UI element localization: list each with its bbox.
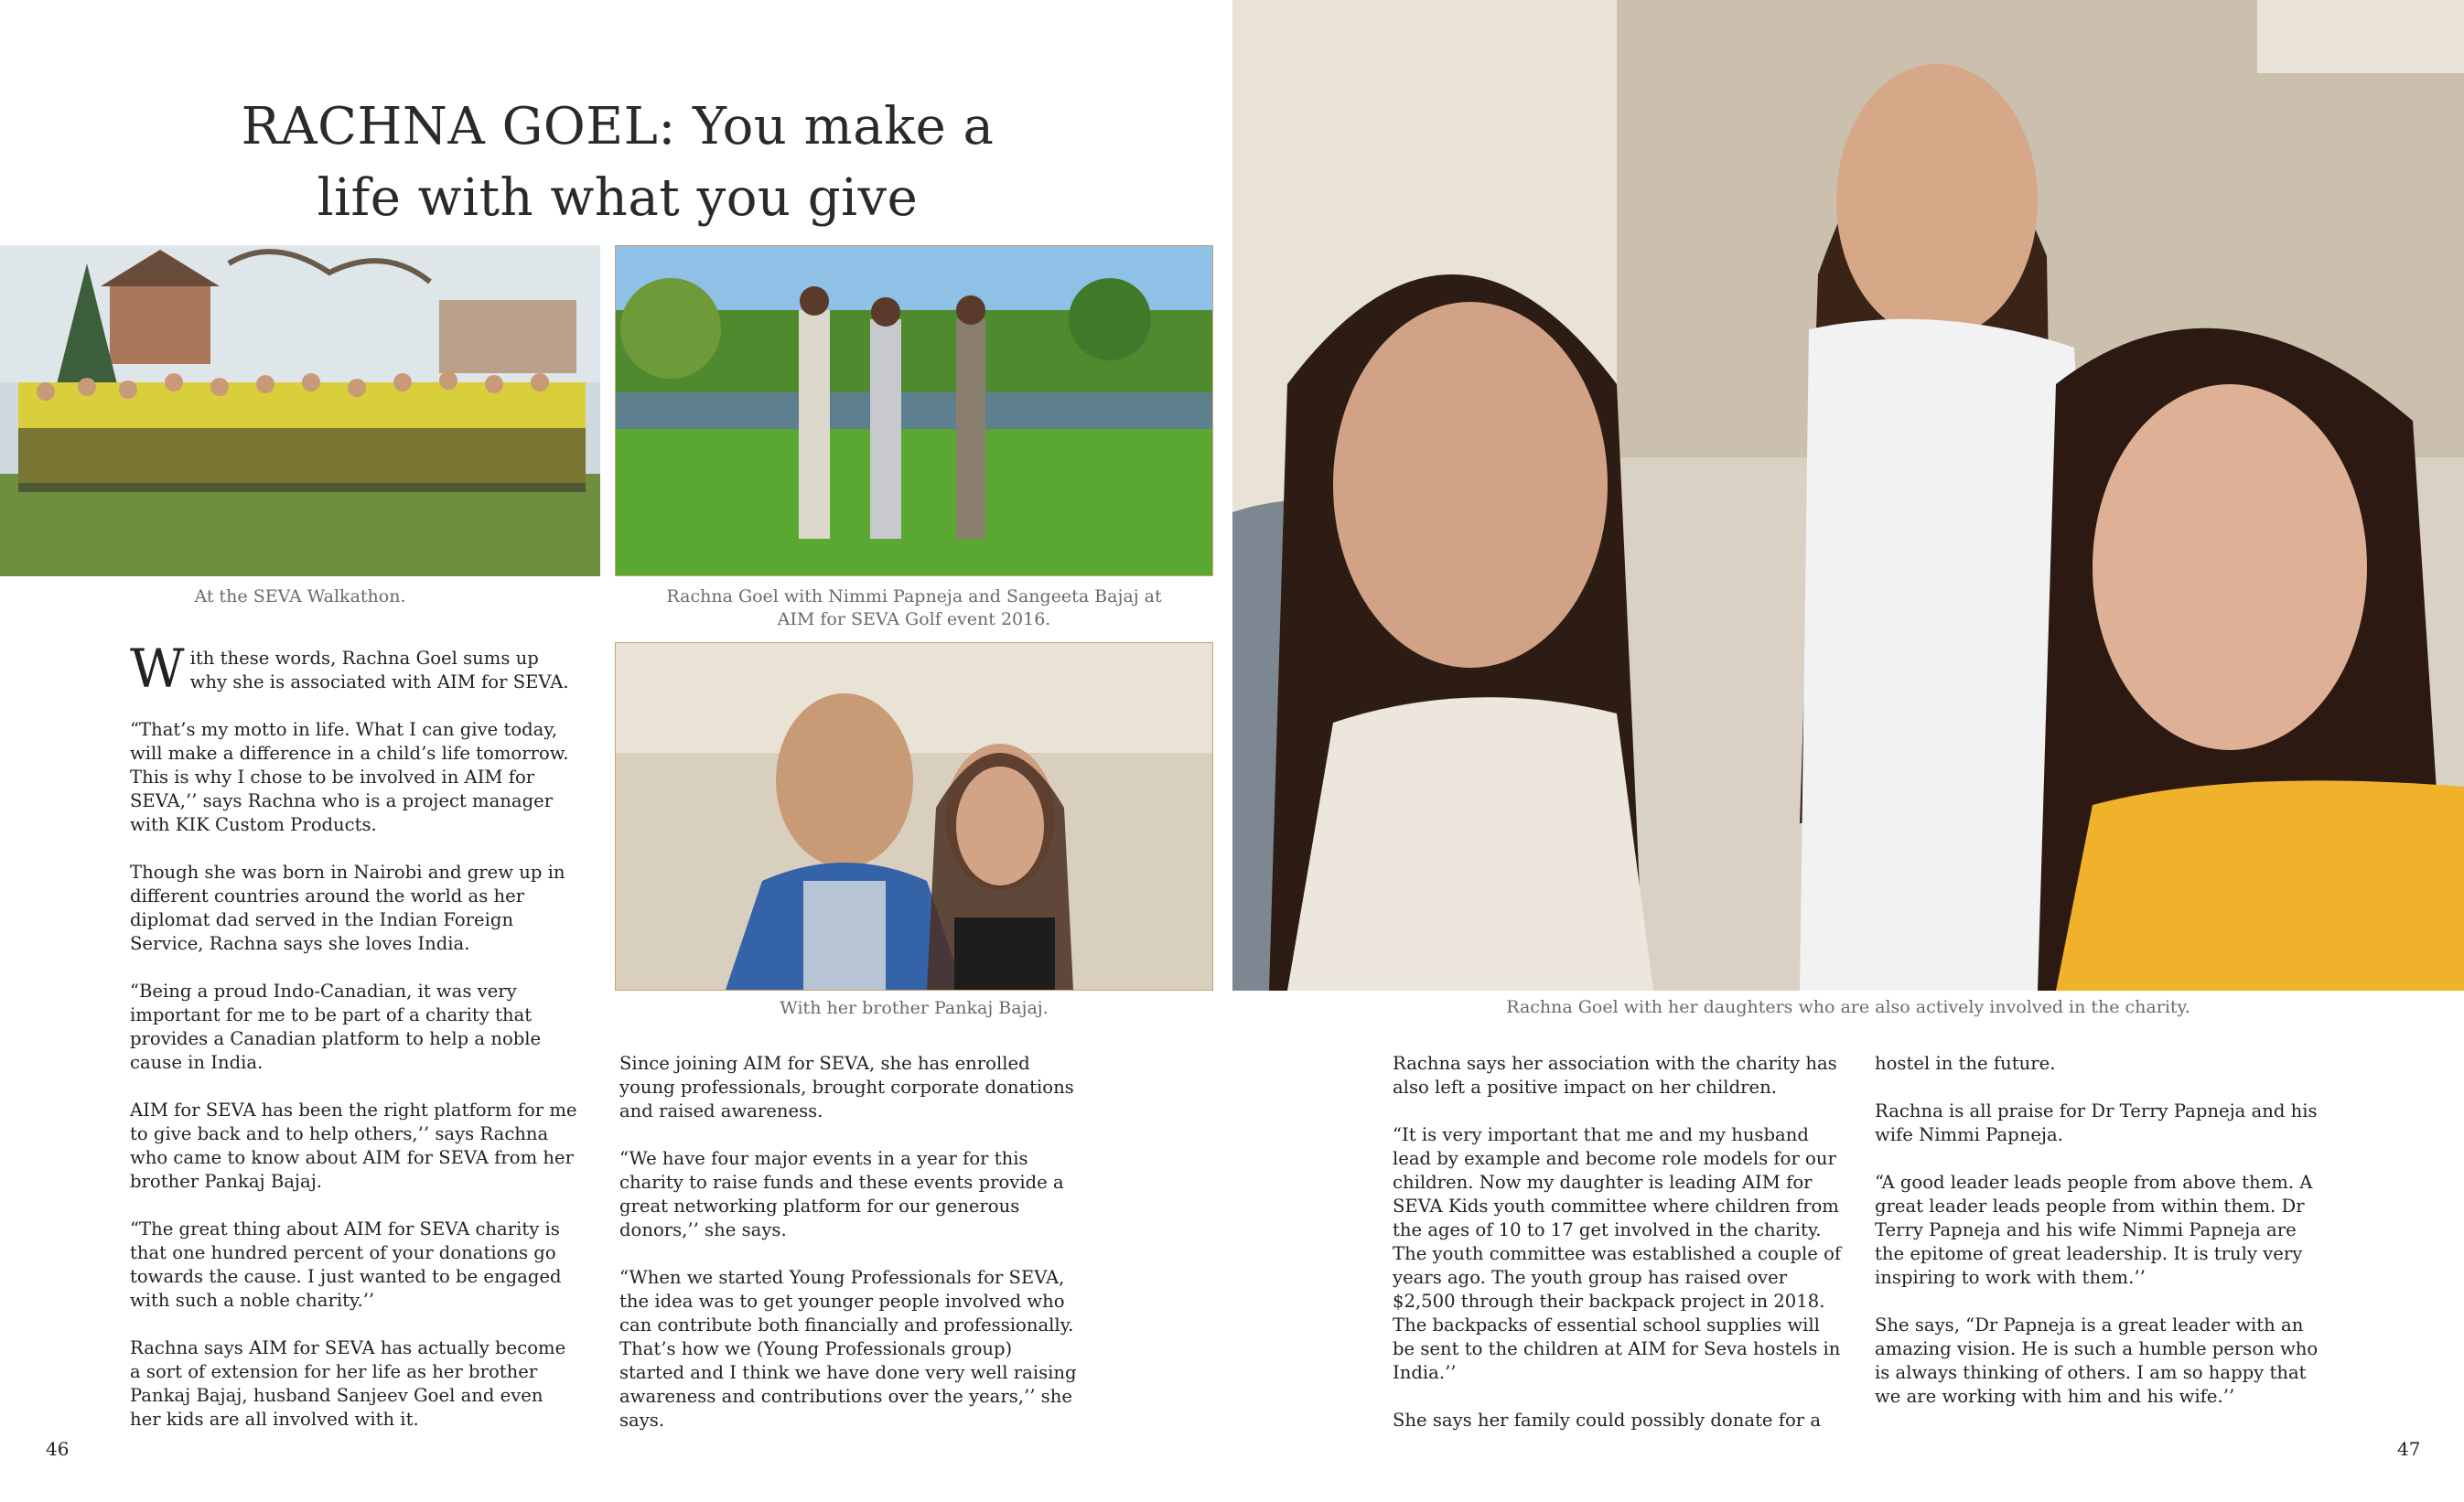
paragraph: “When we started Young Professionals for SEVA, the idea was to get younger people involved who can contribute both financially and professionally. That’s how we (Young Professionals group) started and I think we have done very well raising awareness and contributions over the years,’’ she says. (619, 1267, 1077, 1431)
paragraph: “The great thing about AIM for SEVA charity is that one hundred percent of your donations go towards the cause. I just wanted to be engaged with such a noble charity.’’ (130, 1218, 562, 1311)
paragraph: “It is very important that me and my husband lead by example and become role models for our children. Now my daughter is leading AIM for SEVA Kids youth committee where children from the ages of 10 to 17 get involved in the charity. The youth committee was established a couple of years ago. The youth group has raised over $2,500 through their backpack project in 2018. The backpacks of essential school supplies will be sent to the children at AIM for Seva hostels in India.’’ (1393, 1124, 1842, 1383)
paragraph: “Being a proud Indo-Canadian, it was very important for me to be part of a charity that provides a Canadian platform to help a noble cause in India. (130, 981, 542, 1073)
paragraph: hostel in the future. (1875, 1053, 2056, 1074)
paragraph: “We have four major events in a year for this charity to raise funds and these events provide a great networking platform for our generous donors,’’ she says. (619, 1148, 1064, 1240)
walkathon-photo (0, 245, 600, 576)
walkathon-caption: At the SEVA Walkathon. (194, 586, 406, 606)
article-column-4 (1875, 1052, 2328, 1409)
golf-caption-line-2: AIM for SEVA Golf event 2016. (777, 609, 1051, 629)
title-line-2: life with what you give (317, 168, 919, 228)
paragraph: Rachna says her association with the charity has also left a positive impact on her children. (1393, 1053, 1837, 1098)
article-column-2 (619, 1052, 1081, 1432)
golf-caption (615, 585, 1213, 631)
golf-caption-line-1: Rachna Goel with Nimmi Papneja and Sangeeta Bajaj at (666, 586, 1162, 606)
daughters-caption: Rachna Goel with her daughters who are also actively involved in the charity. (1506, 997, 2190, 1017)
page-title (165, 91, 1071, 234)
page-number-left: 46 (46, 1438, 70, 1460)
drop-cap: W (130, 638, 185, 700)
title-line-1: RACHNA GOEL: You make a (241, 97, 995, 156)
brother-caption: With her brother Pankaj Bajaj. (780, 998, 1049, 1018)
paragraph: She says her family could possibly donate for a (1393, 1410, 1822, 1431)
paragraph: Rachna says AIM for SEVA has actually become a sort of extension for her life as her brother Pankaj Bajaj, husband Sanjeev Goel and even her kids are all involved with it. (130, 1337, 566, 1430)
paragraph: “A good leader leads people from above them. A great leader leads people from within them. Dr Terry Papneja and his wife Nimmi Papneja are the epitome of great leadership. It is truly very inspiring to work with them.’’ (1875, 1172, 2313, 1288)
page-number-right: 47 (2397, 1438, 2421, 1460)
daughters-photo (1232, 0, 2464, 991)
paragraph: Though she was born in Nairobi and grew up in different countries around the world as her diplomat dad served in the Indian Foreign Service, Rachna says she loves India. (130, 862, 565, 954)
brother-photo (615, 642, 1213, 991)
article-column-1 (130, 638, 578, 1432)
golf-photo (615, 245, 1213, 576)
article-column-3 (1393, 1052, 1845, 1432)
paragraph: Since joining AIM for SEVA, she has enrolled young professionals, brought corporate donations and raised awareness. (619, 1053, 1074, 1121)
paragraph-intro: With these words, Rachna Goel sums up why she is associated with AIM for SEVA. (130, 638, 569, 700)
paragraph: She says, “Dr Papneja is a great leader with an amazing vision. He is such a humble person who is always thinking of others. I am so happy that we are working with him and his wife.’’ (1875, 1314, 2319, 1407)
paragraph: Rachna is all praise for Dr Terry Papneja and his wife Nimmi Papneja. (1875, 1100, 2318, 1145)
paragraph: AIM for SEVA has been the right platform for me to give back and to help others,’’ says Rachna who came to know about AIM for SEVA from her brother Pankaj Bajaj. (130, 1100, 577, 1192)
paragraph: “That’s my motto in life. What I can give today, will make a difference in a child’s life tomorrow. This is why I chose to be involved in AIM for SEVA,’’ says Rachna who is a project manager with KIK Custom Products. (130, 719, 569, 835)
